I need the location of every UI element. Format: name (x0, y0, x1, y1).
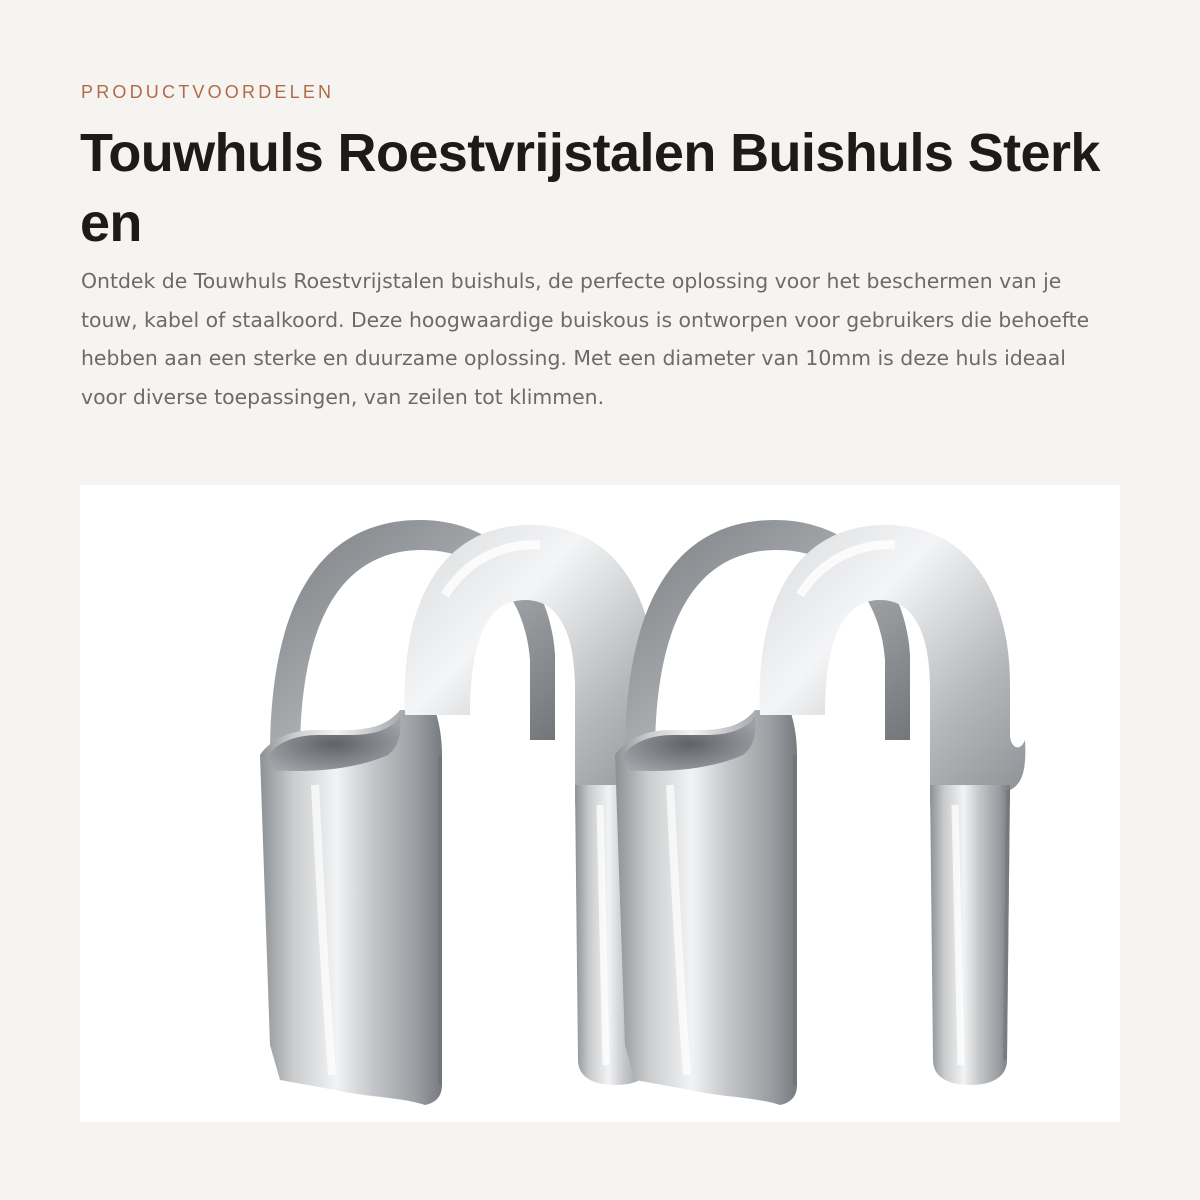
eyebrow-label: PRODUCTVOORDELEN (81, 82, 335, 102)
thimble-right (615, 520, 1025, 1105)
page-title: Touwhuls Roestvrijstalen Buishuls Sterk en (80, 123, 1100, 253)
product-description: Ontdek de Touwhuls Roestvrijstalen buishuls, de perfecte oplossing voor het beschermen van je touw, kabel of staalkoord. Deze hoogwaardige buiskous is ontworpen voor gebruikers die behoefte hebben aan een sterke en duurzame oplossing. Met een diameter van 10mm is deze huls ideaal voor diverse toepassingen, van zeilen tot klimmen. (81, 269, 1090, 409)
thimble-left (260, 520, 670, 1105)
product-image (80, 485, 1120, 1122)
